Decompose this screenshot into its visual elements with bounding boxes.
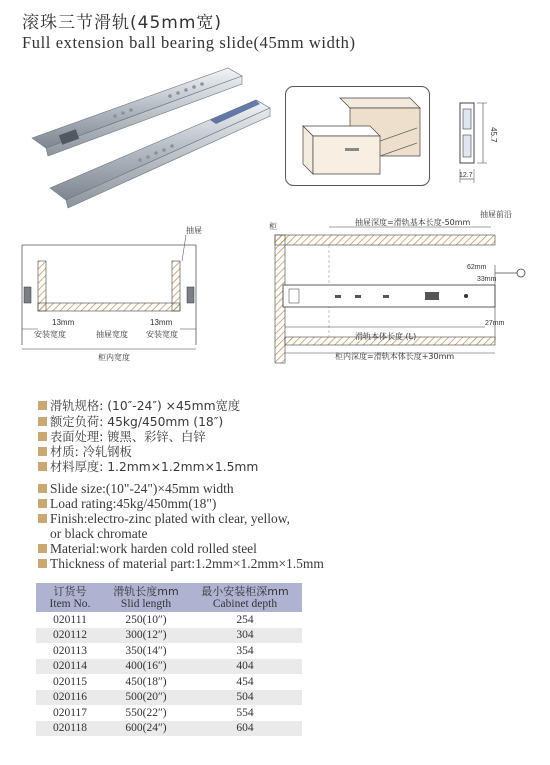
header-item-no-cn: 订货号 [53,585,87,598]
cell-slide-length: 450(18″) [125,675,167,688]
spec-cn-finish-text: 表面处理: 镀黑、彩锌、白锌 [50,430,206,444]
dim-33: 33mm [477,276,497,283]
cell-slide-length: 600(24″) [104,721,188,737]
bullet-square [38,417,47,426]
cabinet-depth-label: 柜内深度=滑轨本体长度+30mm [335,352,455,361]
slide-profile-drawing [455,95,515,190]
spec-en-thickness [38,556,324,571]
spec-en-load [38,496,216,511]
table-row [36,659,302,675]
cabinet-label: 柜 [269,222,277,231]
install-width-right-label-text: 安装宽度 [146,330,178,339]
cell-item-no: 020115 [52,675,88,688]
bullet-square [38,462,47,471]
table-row [36,721,302,737]
bullet-square [38,401,47,410]
cell-item-no: 020111 [53,613,87,626]
spec-en-load-text: Load rating:45kg/450mm(18") [50,496,217,511]
spec-en-size-text: Slide size:(10"-24")×45mm width [50,481,234,496]
spec-cn-thickness [38,460,258,475]
dim-62: 62mm [467,264,487,271]
drawer-isometric-drawing [285,86,430,186]
header-cabinet-depth-en: Cabinet depth [212,598,278,610]
spec-cn-load-text: 额定负荷: 45kg/450mm (18″) [50,415,224,429]
bullet-square [38,432,47,441]
cell-slide-length: 550(22″) [125,706,167,719]
spec-cn-material [38,445,132,460]
cell-cabinet-depth: 604 [188,721,302,737]
cell-cabinet-depth: 354 [236,644,254,657]
header-cabinet-depth [188,583,302,612]
cell-item-no: 020116 [36,690,104,706]
cell-cabinet-depth: 454 [236,675,254,688]
header-slide-length-cn: 滑轨长度mm [113,585,179,598]
drawer-depth-label: 抽屉深度=滑轨基本长度-50mm [355,218,471,227]
cell-item-no: 020112 [36,628,104,644]
spec-en-material [38,541,257,556]
cell-cabinet-depth: 254 [236,613,254,626]
spec-cn-size [38,399,240,414]
header-slide-length-en: Slid length [120,598,172,610]
spec-en-finish [38,511,290,526]
cell-item-no: 020117 [52,706,88,719]
spec-en-thickness-text: Thickness of material part:1.2mm×1.2mm×1.5mm [50,556,324,571]
cell-cabinet-depth: 554 [236,706,254,719]
bullet-square [38,544,47,553]
side-section-drawing [255,205,540,370]
header-item-no [36,583,104,612]
dim-27: 27mm [485,320,505,327]
slide-length-label: 滑轨本体长度 (L) [355,332,417,341]
spec-cn-finish [38,430,206,445]
table-header-row [36,583,302,612]
table-row [36,628,302,644]
cell-slide-length: 350(14″) [125,644,167,657]
install-width-left-label: 安装宽度 [34,330,66,339]
cell-slide-length: 500(20″) [104,690,188,706]
cell-cabinet-depth: 504 [188,690,302,706]
cell-cabinet-depth: 304 [188,628,302,644]
table-row [36,690,302,706]
spec-cn-size-text: 滑轨规格: (10″-24″) ×45mm宽度 [50,399,241,413]
drawer-label: 抽屉 [186,226,202,235]
cell-item-no: 020118 [36,721,104,737]
title-chinese: 滚珠三节滑轨(45mm宽) [22,13,223,33]
product-table [36,583,302,736]
table-row [36,612,302,628]
spec-en-finish-text: Finish:electro-zinc plated with clear, yellow, [50,511,291,526]
bullet-square [38,447,47,456]
spec-en-size [38,481,234,496]
table-row [36,674,302,690]
drawer-front-label: 抽屉前沿 [480,210,512,219]
header-slide-length [104,583,188,612]
cell-slide-length: 300(12″) [104,628,188,644]
spec-cn-thickness-text: 材料厚度: 1.2mm×1.2mm×1.5mm [50,460,259,474]
bullet-square [38,514,47,523]
bullet-square [38,484,47,493]
cell-item-no: 020113 [52,644,88,657]
spec-en-finish-cont: or black chromate [50,526,148,541]
cabinet-width-label: 柜内宽度 [98,353,130,362]
bullet-square [38,499,47,508]
cell-cabinet-depth: 404 [188,659,302,675]
drawer-width-label: 抽屉宽度 [96,330,128,339]
bullet-square [38,559,47,568]
header-item-no-en: Item No. [49,598,91,610]
table-row [36,705,302,721]
install-width-right-dim: 13mm [150,318,173,327]
front-section-drawing [18,225,218,365]
title-english: Full extension ball bearing slide(45mm width) [22,33,356,52]
cell-slide-length: 250(10″) [125,613,167,626]
cell-item-no: 020114 [36,659,104,675]
spec-en-material-text: Material:work harden cold rolled steel [50,541,257,556]
profile-width-dim: 12.7 [459,172,473,179]
cell-slide-length: 400(16″) [104,659,188,675]
profile-height-dim: 45.7 [489,127,498,143]
install-width-left-dim: 13mm [52,318,75,327]
spec-cn-load [38,415,223,430]
header-cabinet-depth-cn: 最小安装柜深mm [201,585,289,598]
spec-cn-material-text: 材质: 冷轧钢板 [50,445,132,459]
slide-product-photo [20,60,275,220]
table-row [36,643,302,659]
